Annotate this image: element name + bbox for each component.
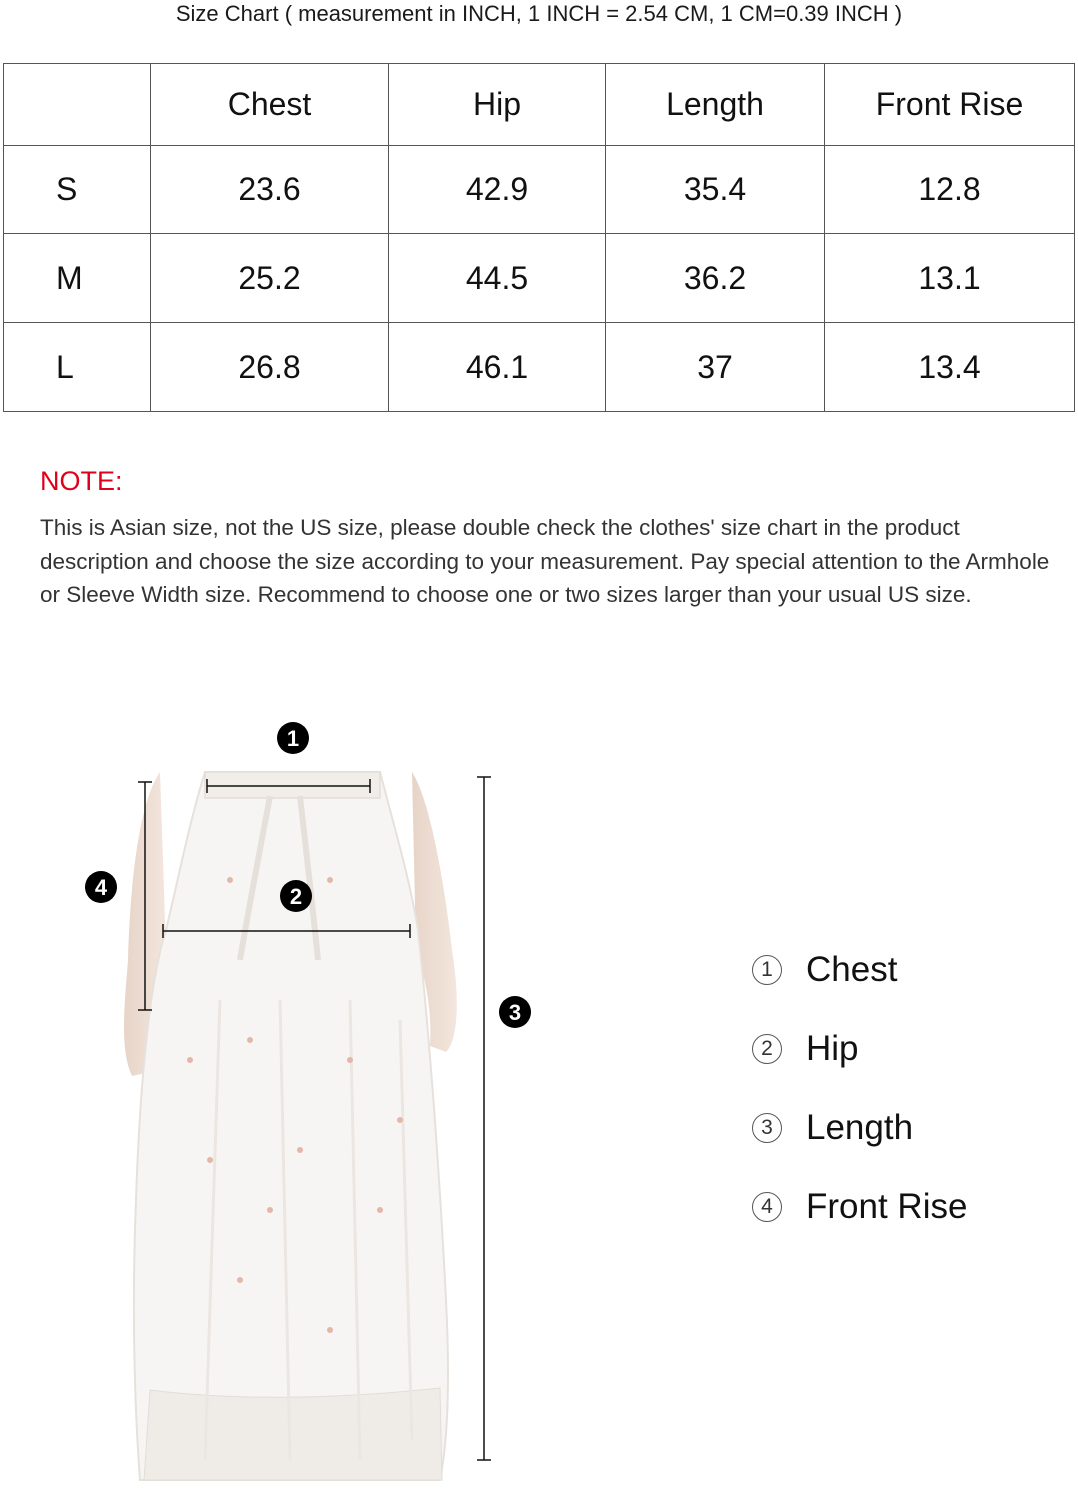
size-label: S: [4, 145, 151, 234]
garment-measurement-figure: [0, 700, 640, 1500]
marker-hip: [280, 880, 312, 912]
length-value: 35.4: [606, 145, 825, 234]
hip-value: 42.9: [389, 145, 606, 234]
front-rise-value: 13.4: [825, 323, 1075, 412]
skirt-body: [134, 772, 448, 1480]
length-value: 36.2: [606, 234, 825, 323]
legend-number: 3: [752, 1113, 782, 1143]
marker-chest: [277, 722, 309, 754]
legend-item-length: [752, 1108, 967, 1148]
size-table: [3, 63, 1075, 412]
legend-label: Chest: [806, 950, 898, 989]
measurement-legend: [752, 950, 967, 1266]
marker-length: [499, 996, 531, 1028]
table-row: [4, 323, 1075, 412]
legend-number: 1: [752, 955, 782, 985]
legend-label: Front Rise: [806, 1187, 968, 1226]
legend-item-chest: [752, 950, 967, 990]
size-label: L: [4, 323, 151, 412]
lace-hem: [144, 1388, 442, 1480]
chest-value: 23.6: [151, 145, 389, 234]
legend-label: Length: [806, 1108, 914, 1147]
legend-item-hip: [752, 1029, 967, 1069]
table-header-row: [4, 64, 1075, 146]
header-cell-size: [4, 64, 151, 146]
table-row: [4, 234, 1075, 323]
skirt-waistband: [205, 772, 380, 798]
front-rise-value: 12.8: [825, 145, 1075, 234]
size-label: M: [4, 234, 151, 323]
hip-value: 44.5: [389, 234, 606, 323]
header-cell-chest: Chest: [151, 64, 389, 146]
hip-value: 46.1: [389, 323, 606, 412]
legend-number: 2: [752, 1034, 782, 1064]
legend-number: 4: [752, 1192, 782, 1222]
marker-front-rise: [85, 871, 117, 903]
table-row: [4, 145, 1075, 234]
size-chart-caption: Size Chart ( measurement in INCH, 1 INCH = 2.54 CM, 1 CM=0.39 INCH ): [175, 1, 903, 26]
svg-text:2: 2: [289, 884, 303, 909]
svg-text:4: 4: [94, 875, 108, 900]
chest-value: 25.2: [151, 234, 389, 323]
legend-item-front-rise: [752, 1187, 967, 1227]
legend-label: Hip: [806, 1029, 859, 1068]
length-measure-line: [477, 777, 491, 1460]
chest-value: 26.8: [151, 323, 389, 412]
front-rise-value: 13.1: [825, 234, 1075, 323]
note-body: This is Asian size, not the US size, please double check the clothes' size chart in the product description and choose the size according to your measurement. Pay special attention to the Armhole or Sleeve Width size. Recommend to choose one or two sizes larger than your usual US size.: [40, 515, 1050, 607]
note-title: NOTE:: [40, 466, 123, 496]
length-value: 37: [606, 323, 825, 412]
header-cell-hip: Hip: [389, 64, 606, 146]
header-cell-front-rise: Front Rise: [825, 64, 1075, 146]
svg-text:1: 1: [286, 726, 300, 751]
svg-text:3: 3: [508, 1000, 522, 1025]
header-cell-length: Length: [606, 64, 825, 146]
